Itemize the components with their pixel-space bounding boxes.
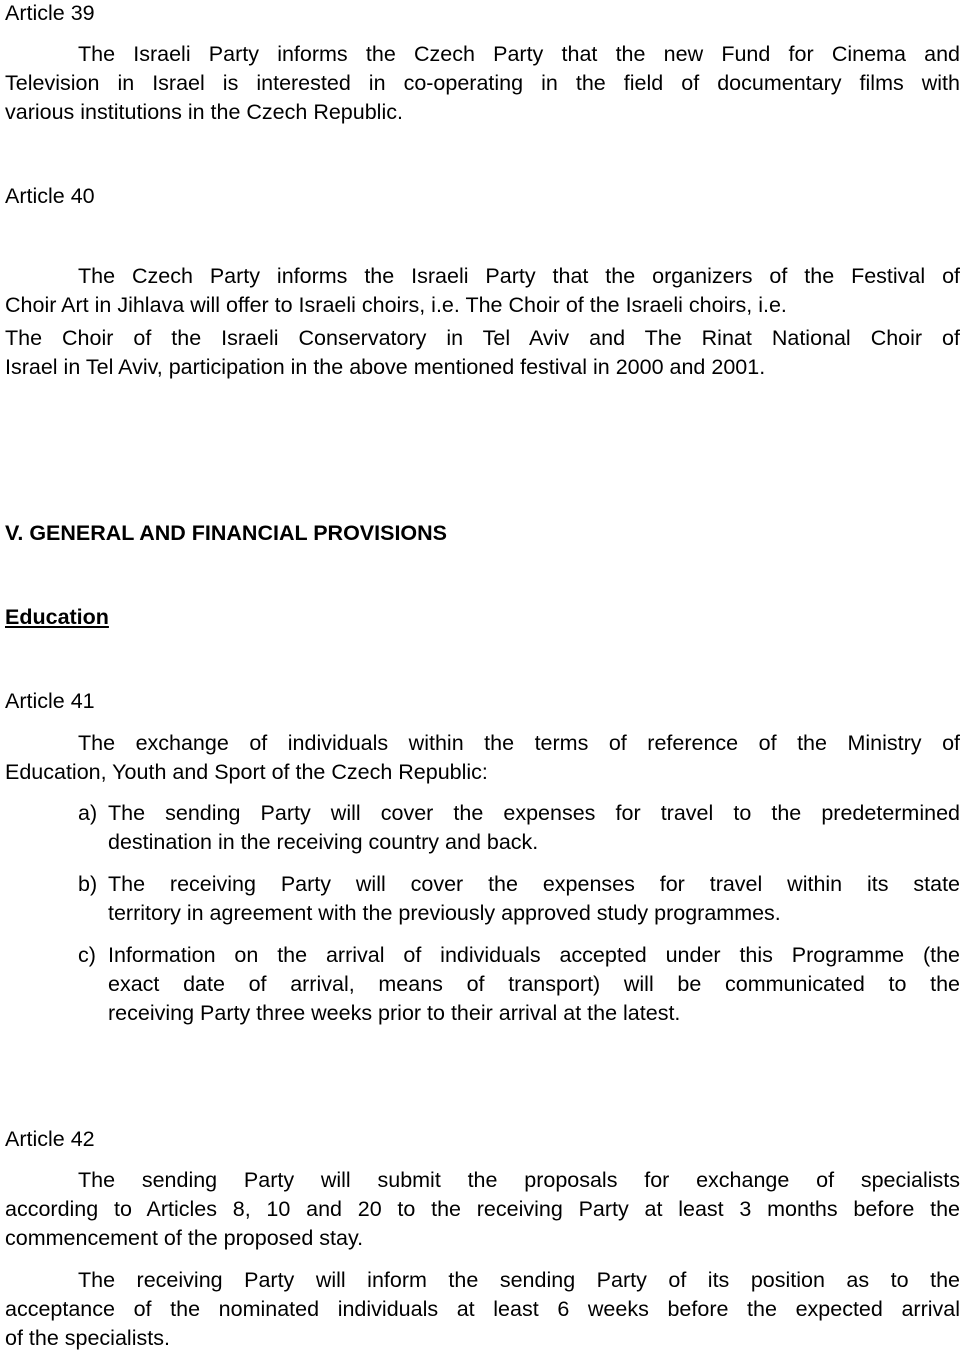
article-39-line-2: Television in Israel is interested in co-operating in the field of documentary films with	[5, 71, 960, 95]
list-label-c: c)	[78, 943, 96, 967]
article-41-line-2: Education, Youth and Sport of the Czech Republic:	[5, 760, 488, 784]
list-item-a-line-1: The sending Party will cover the expenses for travel to the predetermined	[108, 801, 960, 825]
education-heading: Education	[5, 605, 109, 629]
article-42-p1-line-1: The sending Party will submit the proposals for exchange of specialists	[78, 1168, 960, 1192]
list-item-c-line-3: receiving Party three weeks prior to their arrival at the latest.	[108, 1001, 681, 1025]
article-42-p2-line-1: The receiving Party will inform the sending Party of its position as to the	[78, 1268, 960, 1292]
list-label-a: a)	[78, 801, 98, 825]
list-item-b-line-1: The receiving Party will cover the expenses for travel within its state	[108, 872, 960, 896]
list-item-c-line-1: Information on the arrival of individuals accepted under this Programme (the	[108, 943, 960, 967]
list-item-c-line-2: exact date of arrival, means of transport) will be communicated to the	[108, 972, 960, 996]
article-39-line-3: various institutions in the Czech Republic.	[5, 100, 403, 124]
article-39-heading: Article 39	[5, 1, 95, 25]
article-40-line-2: Choir Art in Jihlava will offer to Israeli choirs, i.e. The Choir of the Israeli choirs, i.e.	[5, 293, 787, 317]
article-40-line-3: The Choir of the Israeli Conservatory in Tel Aviv and The Rinat National Choir of	[5, 326, 960, 350]
section-v-heading: V. GENERAL AND FINANCIAL PROVISIONS	[5, 521, 448, 545]
article-42-heading: Article 42	[5, 1127, 95, 1151]
article-40-heading: Article 40	[5, 184, 95, 208]
article-41-line-1: The exchange of individuals within the terms of reference of the Ministry of	[78, 731, 960, 755]
article-40-line-4: Israel in Tel Aviv, participation in the above mentioned festival in 2000 and 2001.	[5, 355, 766, 379]
list-label-b: b)	[78, 872, 98, 896]
article-42-p2-line-3: of the specialists.	[5, 1326, 170, 1350]
article-40-line-1: The Czech Party informs the Israeli Party that the organizers of the Festival of	[78, 264, 960, 288]
article-42-p2-line-2: acceptance of the nominated individuals at least 6 weeks before the expected arrival	[5, 1297, 960, 1321]
list-item-b-line-2: territory in agreement with the previously approved study programmes.	[108, 901, 781, 925]
article-42-p1-line-3: commencement of the proposed stay.	[5, 1226, 364, 1250]
list-item-a-line-2: destination in the receiving country and back.	[108, 830, 539, 854]
article-41-heading: Article 41	[5, 689, 95, 713]
article-39-line-1: The Israeli Party informs the Czech Party that the new Fund for Cinema and	[78, 42, 960, 66]
article-42-p1-line-2: according to Articles 8, 10 and 20 to the receiving Party at least 3 months before the	[5, 1197, 960, 1221]
